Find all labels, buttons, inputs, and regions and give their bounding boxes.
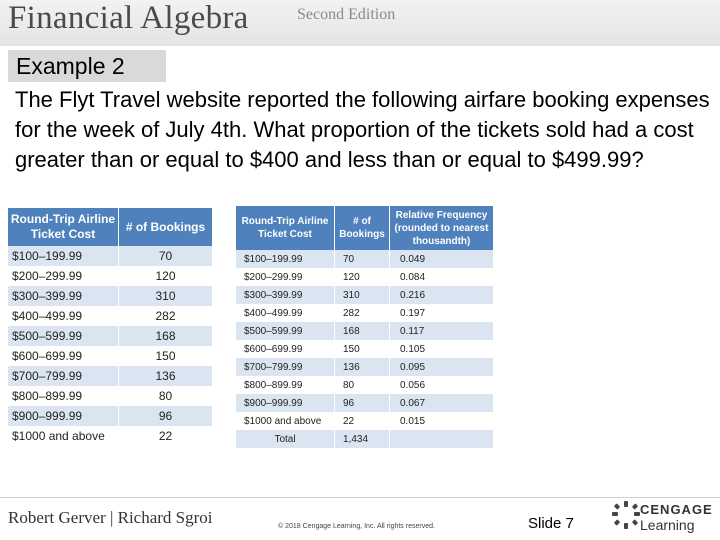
count-cell: 22 (335, 412, 390, 430)
count-cell: 80 (335, 376, 390, 394)
bookings-col-count: # of Bookings (119, 208, 212, 246)
problem-text: The Flyt Travel website reported the following airfare booking expenses for the week of July 4th. What proportion of the tickets sold had a cost greater than or equal to $400 and less than or equal to $499.99? (15, 87, 710, 172)
table-row (8, 406, 212, 426)
count-cell: 136 (335, 358, 390, 376)
count-cell: 120 (119, 266, 212, 286)
cost-cell: $100–199.99 (236, 250, 335, 268)
relfreq-col-count: # of Bookings (335, 206, 390, 250)
cost-cell: $700–799.99 (236, 358, 335, 376)
cost-cell: $400–499.99 (8, 306, 119, 326)
table-row (8, 286, 212, 306)
count-cell: 96 (335, 394, 390, 412)
count-cell: 168 (335, 322, 390, 340)
cost-cell: $900–999.99 (8, 406, 119, 426)
table-row (236, 286, 494, 304)
cost-cell: $200–299.99 (236, 268, 335, 286)
book-edition: Second Edition (297, 6, 396, 23)
cost-cell: $200–299.99 (8, 266, 119, 286)
frequency-cell: 0.056 (390, 376, 494, 394)
table-row (8, 426, 212, 446)
frequency-cell: 0.067 (390, 394, 494, 412)
bookings-col-cost: Round-Trip Airline Ticket Cost (8, 208, 119, 246)
frequency-cell: 0.084 (390, 268, 494, 286)
table-row (236, 304, 494, 322)
cost-cell: $800–899.99 (8, 386, 119, 406)
table-row (236, 250, 494, 268)
count-cell: 310 (335, 286, 390, 304)
table-row (236, 358, 494, 376)
count-cell: 310 (119, 286, 212, 306)
frequency-cell: 0.197 (390, 304, 494, 322)
table-row (236, 340, 494, 358)
bookings-table (8, 208, 212, 446)
table-row (236, 268, 494, 286)
total-label: Total (236, 430, 335, 448)
logo-text-cengage: CENGAGE (640, 502, 713, 517)
cost-cell: $500–599.99 (8, 326, 119, 346)
frequency-cell: 0.216 (390, 286, 494, 304)
example-label: Example 2 (8, 50, 166, 82)
cengage-logo-icon (610, 500, 642, 530)
cost-cell: $500–599.99 (236, 322, 335, 340)
table-row (8, 326, 212, 346)
table-row (8, 366, 212, 386)
total-value: 1,434 (335, 430, 390, 448)
count-cell: 282 (119, 306, 212, 326)
count-cell: 168 (119, 326, 212, 346)
count-cell: 282 (335, 304, 390, 322)
frequency-cell: 0.015 (390, 412, 494, 430)
table-row (8, 246, 212, 266)
header-bar (0, 0, 720, 46)
table-row (236, 412, 494, 430)
slide-number: Slide 7 (528, 515, 574, 532)
count-cell: 70 (119, 246, 212, 266)
cost-cell: $100–199.99 (8, 246, 119, 266)
cost-cell: $800–899.99 (236, 376, 335, 394)
count-cell: 120 (335, 268, 390, 286)
frequency-cell: 0.117 (390, 322, 494, 340)
cost-cell: $600–699.99 (236, 340, 335, 358)
cost-cell: $700–799.99 (8, 366, 119, 386)
cost-cell: $600–699.99 (8, 346, 119, 366)
count-cell: 96 (119, 406, 212, 426)
count-cell: 22 (119, 426, 212, 446)
cost-cell: $400–499.99 (236, 304, 335, 322)
frequency-cell: 0.105 (390, 340, 494, 358)
logo-text-learning: Learning (640, 517, 695, 533)
table-row (236, 376, 494, 394)
table-row (8, 306, 212, 326)
table-row (8, 346, 212, 366)
total-row (236, 430, 494, 448)
authors: Robert Gerver | Richard Sgroi (8, 508, 213, 527)
cost-cell: $300–399.99 (8, 286, 119, 306)
footer-divider (0, 497, 720, 498)
count-cell: 136 (119, 366, 212, 386)
cost-cell: $1000 and above (8, 426, 119, 446)
count-cell: 150 (119, 346, 212, 366)
cost-cell: $1000 and above (236, 412, 335, 430)
frequency-cell: 0.049 (390, 250, 494, 268)
count-cell: 150 (335, 340, 390, 358)
table-row (236, 322, 494, 340)
table-row (8, 266, 212, 286)
relfreq-col-frequency: Relative Frequency (rounded to nearest thousandth) (390, 206, 494, 250)
cost-cell: $300–399.99 (236, 286, 335, 304)
relfreq-table-header (236, 206, 494, 250)
book-title: Financial Algebra (8, 0, 249, 36)
bookings-table-header (8, 208, 212, 246)
relfreq-col-cost: Round-Trip Airline Ticket Cost (236, 206, 335, 250)
count-cell: 70 (335, 250, 390, 268)
relative-frequency-table (236, 206, 494, 448)
copyright: © 2018 Cengage Learning, Inc. All rights reserved. (278, 523, 435, 530)
count-cell: 80 (119, 386, 212, 406)
table-row (8, 386, 212, 406)
cost-cell: $900–999.99 (236, 394, 335, 412)
total-empty-cell (390, 430, 494, 448)
table-row (236, 394, 494, 412)
frequency-cell: 0.095 (390, 358, 494, 376)
